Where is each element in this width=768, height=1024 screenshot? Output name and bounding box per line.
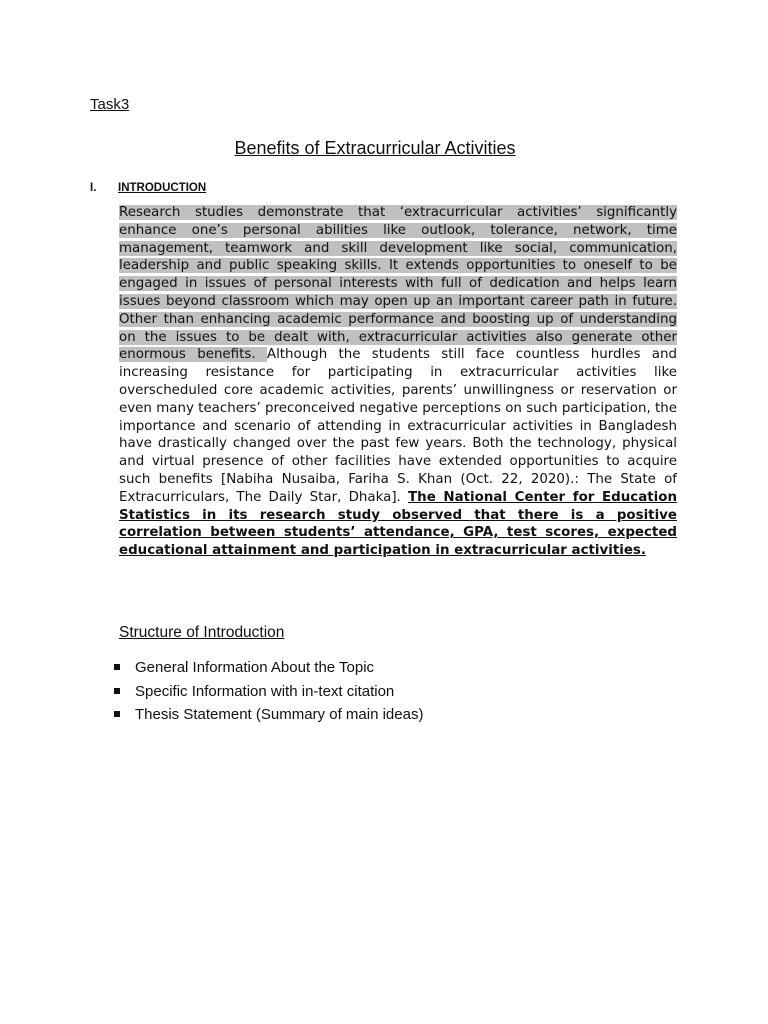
list-item-text: Thesis Statement (Summary of main ideas): [135, 706, 424, 723]
section-heading: [90, 182, 206, 194]
square-bullet-icon: [114, 711, 120, 717]
structure-list: [112, 656, 423, 727]
list-item-text: General Information About the Topic: [135, 659, 375, 676]
structure-heading: Structure of Introduction: [119, 624, 285, 641]
task-label: Task3: [90, 96, 130, 113]
thesis-statement-text: The National Center for Education Statistics in its research study observed that there is a positive correlation between students’ attendance, GPA, test scores, expected educational attainment and participation in extracurricular activities.: [119, 489, 678, 559]
list-item: [112, 680, 423, 704]
list-item: [112, 656, 423, 680]
highlighted-text: Research studies demonstrate that ‘extracurricular activities’ significantly enhance one’s personal abilities like outlook, tolerance, network, time management, teamwork and skill development like social, communication, leadership and public speaking skills. It extends opportunities to oneself to be engaged in issues of personal interests with full of dedication and helps learn issues beyond classroom which may open up an important career path in future. Other than enhancing academic performance and boosting up of understanding on the issues to be dealt with, extracurricular activities also generate other enormous benefits.: [119, 205, 677, 363]
plain-text: Although the students still face countless hurdles and increasing resistance for participating in extracurricular activities like overscheduled core academic activities, parents’ unwillingness or reservation or even many teachers’ preconceived negative perceptions on such participation, the importance and scenario of attending in extracurricular activities in Bangladesh have drastically changed over the past few years. Both the technology, physical and virtual presence of other facilities have extended opportunities to acquire such benefits [Nabiha Nusaiba, Fariha S. Khan (Oct. 22, 2020).: The State of Extracurriculars, The Daily Star, Dhaka].: [119, 347, 677, 505]
introduction-paragraph: [119, 204, 677, 560]
section-number: I.: [90, 182, 97, 194]
section-heading-text: INTRODUCTION: [118, 182, 207, 194]
list-item: [112, 703, 423, 727]
list-item-text: Specific Information with in-text citation: [135, 682, 395, 700]
document-title: Benefits of Extracurricular Activities: [234, 138, 516, 158]
square-bullet-icon: [114, 664, 120, 670]
square-bullet-icon: [114, 688, 120, 694]
